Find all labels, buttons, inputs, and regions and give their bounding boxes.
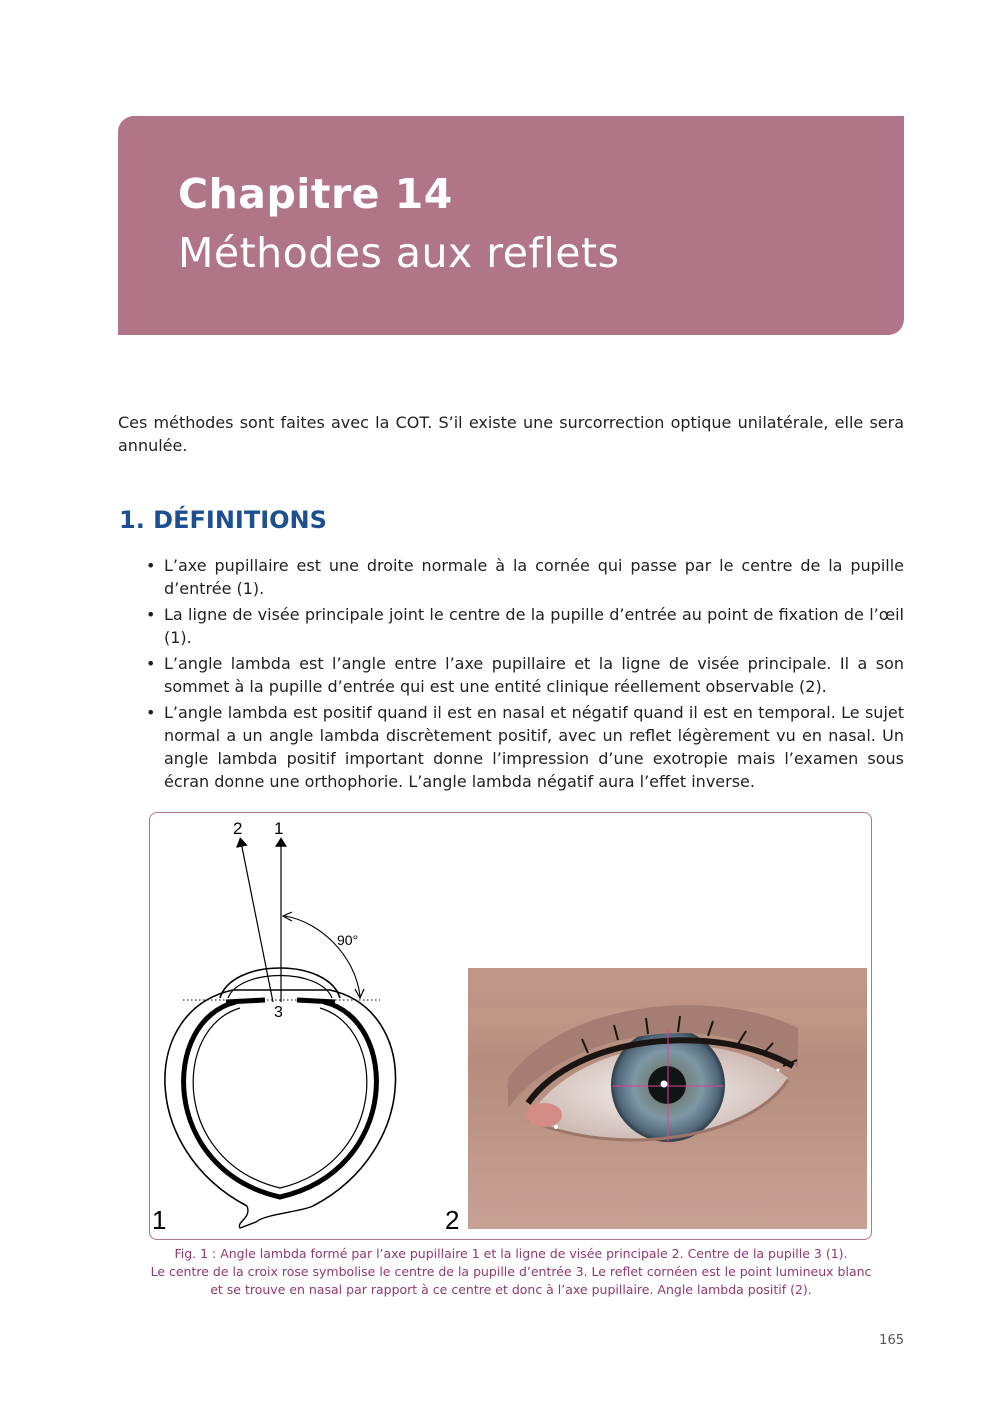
list-item-text: L’angle lambda est positif quand il est en nasal et négatif quand il est en temporal. Le sujet normal a un angle lambda discrètement positif, avec un reflet légèrement vu en nasal. Un angle lambda positif important donne l’impression d’une exotropie mais l’examen sous écran donne une orthophorie. L’angle lambda négatif aura l’effet inverse. — [164, 703, 904, 791]
line-2-label: 2 — [233, 819, 243, 838]
chapter-title: Méthodes aux reflets — [178, 229, 620, 277]
angle-label: 90° — [337, 932, 359, 948]
line-1-label: 1 — [274, 819, 284, 838]
cornea-outer-outline — [220, 968, 340, 998]
caption-line: Le centre de la croix rose symbolise le centre de la pupille d’entrée 3. Le reflet cornéen est le point lumineux blanc — [150, 1264, 872, 1279]
bullet-icon: • — [146, 556, 156, 575]
bullet-icon: • — [146, 605, 156, 624]
iris-right — [297, 1000, 335, 1002]
list-item-text: L’axe pupillaire est une droite normale à la cornée qui passe par le centre de la pupille d’entrée (1). — [164, 556, 904, 598]
panel-2-label: 2 — [445, 1205, 460, 1235]
retina-outline — [193, 1008, 367, 1188]
pupil-center-label: 3 — [274, 1004, 283, 1021]
figure-caption — [118, 1245, 904, 1299]
chapter-number: Chapitre 14 — [178, 170, 453, 218]
panel-1-label: 1 — [152, 1205, 167, 1235]
list-item-text: L’angle lambda est l’angle entre l’axe pupillaire et la ligne de visée principale. Il a son sommet à la pupille d’entrée qui est une entité clinique réellement observable (2). — [164, 654, 904, 696]
page-number: 165 — [879, 1333, 904, 1348]
bullet-icon: • — [146, 703, 156, 722]
section-heading: 1. DÉFINITIONS — [119, 506, 327, 534]
list-item-text: La ligne de visée principale joint le centre de la pupille d’entrée au point de fixation de l’œil (1). — [164, 605, 904, 647]
bullet-icon: • — [146, 654, 156, 673]
caption-line: et se trouve en nasal par rapport à ce centre et donc à l’axe pupillaire. Angle lambda positif (2). — [210, 1282, 812, 1297]
intro-paragraph: Ces méthodes sont faites avec la COT. S’il existe une surcorrection optique unilatérale, elle sera annulée. — [118, 413, 904, 455]
eye-photograph — [468, 968, 867, 1229]
optic-nerve — [239, 1206, 313, 1228]
sclera-inner-outline — [184, 1002, 377, 1197]
iris-left — [226, 1000, 265, 1002]
right-angle-arc — [285, 916, 360, 996]
eye-photo-illustration — [468, 968, 867, 1229]
caption-line: Fig. 1 : Angle lambda formé par l’axe pupillaire 1 et la ligne de visée principale 2. Centre de la pupille 3 (1). — [174, 1246, 848, 1261]
cornea-inner-outline — [228, 976, 332, 999]
eyeball-outer-outline — [165, 990, 396, 1206]
